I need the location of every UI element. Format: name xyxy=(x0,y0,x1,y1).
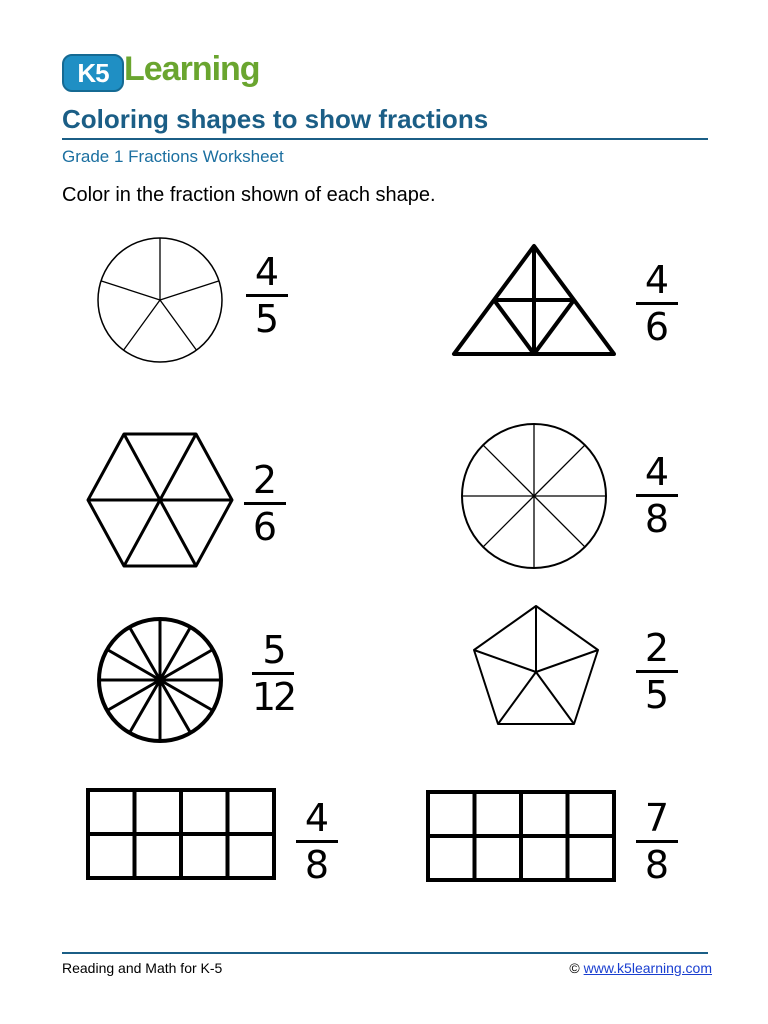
fraction-numerator: 4 xyxy=(254,250,280,294)
title-divider xyxy=(62,138,708,140)
k5-learning-logo xyxy=(60,42,270,98)
sector-divider-line xyxy=(483,445,534,496)
fraction-denominator: 8 xyxy=(644,497,670,541)
sector-divider-line xyxy=(101,281,160,300)
fraction-numerator: 4 xyxy=(644,258,670,302)
fraction-denominator: 12 xyxy=(251,675,295,719)
page-title: Coloring shapes to show fractions xyxy=(62,104,489,134)
fraction-label-2 xyxy=(634,260,680,347)
sector-divider-line xyxy=(160,300,196,350)
rectangle-grid-eight-cells-shape-1[interactable] xyxy=(86,788,276,880)
fraction-label-8 xyxy=(634,798,680,885)
fraction-denominator: 8 xyxy=(644,843,670,887)
fraction-label-7 xyxy=(294,798,340,885)
sector-divider-line xyxy=(534,445,585,496)
sector-divider-line xyxy=(534,496,585,547)
fraction-label-6 xyxy=(634,628,680,715)
footer-copyright xyxy=(569,960,712,976)
fraction-numerator: 2 xyxy=(252,458,278,502)
circle-five-sectors-shape[interactable] xyxy=(96,236,224,364)
fraction-label-3 xyxy=(242,460,288,547)
fraction-label-1 xyxy=(244,252,290,339)
fraction-denominator: 6 xyxy=(644,305,670,349)
fraction-numerator: 7 xyxy=(644,796,670,840)
fraction-label-4 xyxy=(634,452,680,539)
footer-divider xyxy=(62,952,708,954)
fraction-label-5 xyxy=(250,630,296,717)
sector-divider-line xyxy=(483,496,534,547)
circle-twelve-sectors-shape[interactable] xyxy=(96,616,224,744)
fraction-numerator: 4 xyxy=(644,450,670,494)
sector-divider-line xyxy=(124,300,160,350)
circle-eight-sectors-shape[interactable] xyxy=(460,422,608,570)
footer-tagline: Reading and Math for K-5 xyxy=(62,960,223,976)
logo-wordmark: Learning xyxy=(124,50,260,88)
rectangle-grid-eight-cells-shape-2[interactable] xyxy=(426,790,616,882)
fraction-numerator: 2 xyxy=(644,626,670,670)
fraction-numerator: 4 xyxy=(304,796,330,840)
instructions-text: Color in the fraction shown of each shape. xyxy=(62,184,436,206)
fraction-denominator: 5 xyxy=(644,673,670,717)
sector-divider-line xyxy=(160,281,219,300)
page-subtitle: Grade 1 Fractions Worksheet xyxy=(62,147,284,166)
logo-badge: K5 xyxy=(62,54,124,92)
triangle-six-parts-shape[interactable] xyxy=(452,244,616,356)
fraction-denominator: 5 xyxy=(254,297,280,341)
copyright-symbol: © xyxy=(569,960,580,976)
hexagon-six-triangles-shape[interactable] xyxy=(86,432,234,568)
fraction-numerator: 5 xyxy=(262,628,284,672)
fraction-denominator: 8 xyxy=(304,843,330,887)
fraction-denominator: 6 xyxy=(252,505,278,549)
website-link[interactable]: www.k5learning.com xyxy=(583,960,712,976)
pentagon-five-triangles-shape[interactable] xyxy=(472,604,600,728)
